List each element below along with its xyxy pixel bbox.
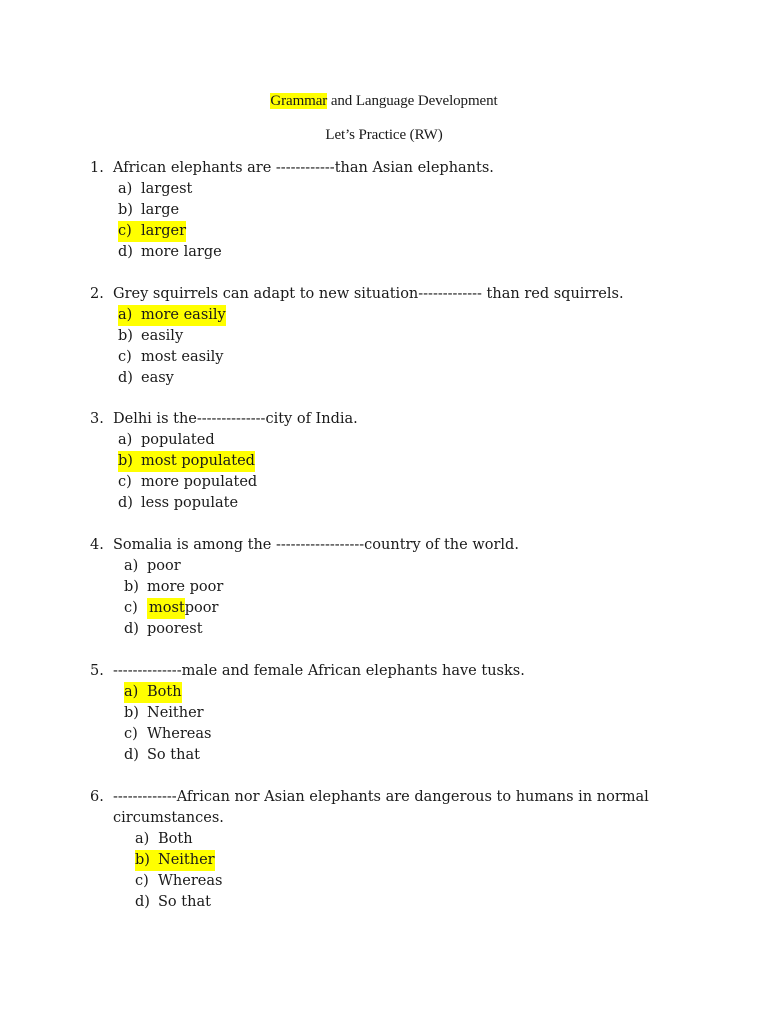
- option-a: a) poor: [124, 558, 181, 574]
- option-c: c) Whereas: [124, 726, 212, 742]
- question-text: African elephants are ------------than Asian elephants.: [113, 160, 494, 176]
- question-stem: [90, 409, 690, 430]
- title-highlighted-word: Grammar: [270, 93, 328, 109]
- question-number: 1.: [90, 160, 104, 176]
- question-number: 2.: [90, 286, 104, 302]
- question-number: 6.: [90, 789, 104, 805]
- question-number: 5.: [90, 663, 104, 679]
- question-text: -------------African nor Asian elephants are dangerous to humans in normal circumstances.: [113, 789, 649, 826]
- question-text: Delhi is the--------------city of India.: [113, 411, 358, 427]
- option-d: d) more large: [118, 244, 222, 260]
- option-a: a) Both: [135, 831, 193, 847]
- question-number: 3.: [90, 411, 104, 427]
- option-b: b) more poor: [124, 579, 224, 595]
- option-a: a) populated: [118, 432, 215, 448]
- option-d: d) So that: [124, 747, 200, 763]
- option-a-highlighted: a) more easily: [118, 305, 690, 326]
- option-d: d) So that: [135, 894, 211, 910]
- question-5: [90, 661, 690, 766]
- option-b-highlighted: b) most populated: [118, 451, 690, 472]
- option-c-partial-highlight: c) most poor: [124, 598, 690, 619]
- document-subtitle: Let’s Practice (RW): [325, 127, 443, 143]
- question-2: [90, 284, 690, 389]
- question-stem: [90, 787, 690, 829]
- option-d: d) poorest: [124, 621, 203, 637]
- option-c-highlighted: c) larger: [118, 221, 690, 242]
- option-a: a) largest: [118, 181, 193, 197]
- option-c: c) most easily: [118, 349, 224, 365]
- highlighted-word: most: [147, 598, 185, 619]
- question-text: --------------male and female African elephants have tusks.: [113, 663, 525, 679]
- question-text: Somalia is among the ------------------country of the world.: [113, 537, 519, 553]
- option-b-highlighted: b) Neither: [135, 850, 690, 871]
- question-number: 4.: [90, 537, 104, 553]
- option-d: d) easy: [118, 370, 174, 386]
- option-a-highlighted: a) Both: [124, 682, 690, 703]
- option-d: d) less populate: [118, 495, 239, 511]
- option-c: c) more populated: [118, 474, 258, 490]
- document-title: [0, 93, 768, 110]
- option-b: b) easily: [118, 328, 184, 344]
- option-b: b) Neither: [124, 705, 204, 721]
- option-c: c) Whereas: [135, 873, 223, 889]
- question-stem: [90, 158, 690, 179]
- title-rest: and Language Development: [327, 93, 498, 109]
- option-b: b) large: [118, 202, 180, 218]
- question-1: [90, 158, 690, 263]
- question-text: Grey squirrels can adapt to new situation------------- than red squirrels.: [113, 286, 624, 302]
- question-4: [90, 535, 690, 640]
- question-stem: [90, 284, 690, 305]
- question-3: [90, 409, 690, 514]
- question-stem: [90, 661, 690, 682]
- question-stem: [90, 535, 690, 556]
- question-6: [90, 787, 690, 913]
